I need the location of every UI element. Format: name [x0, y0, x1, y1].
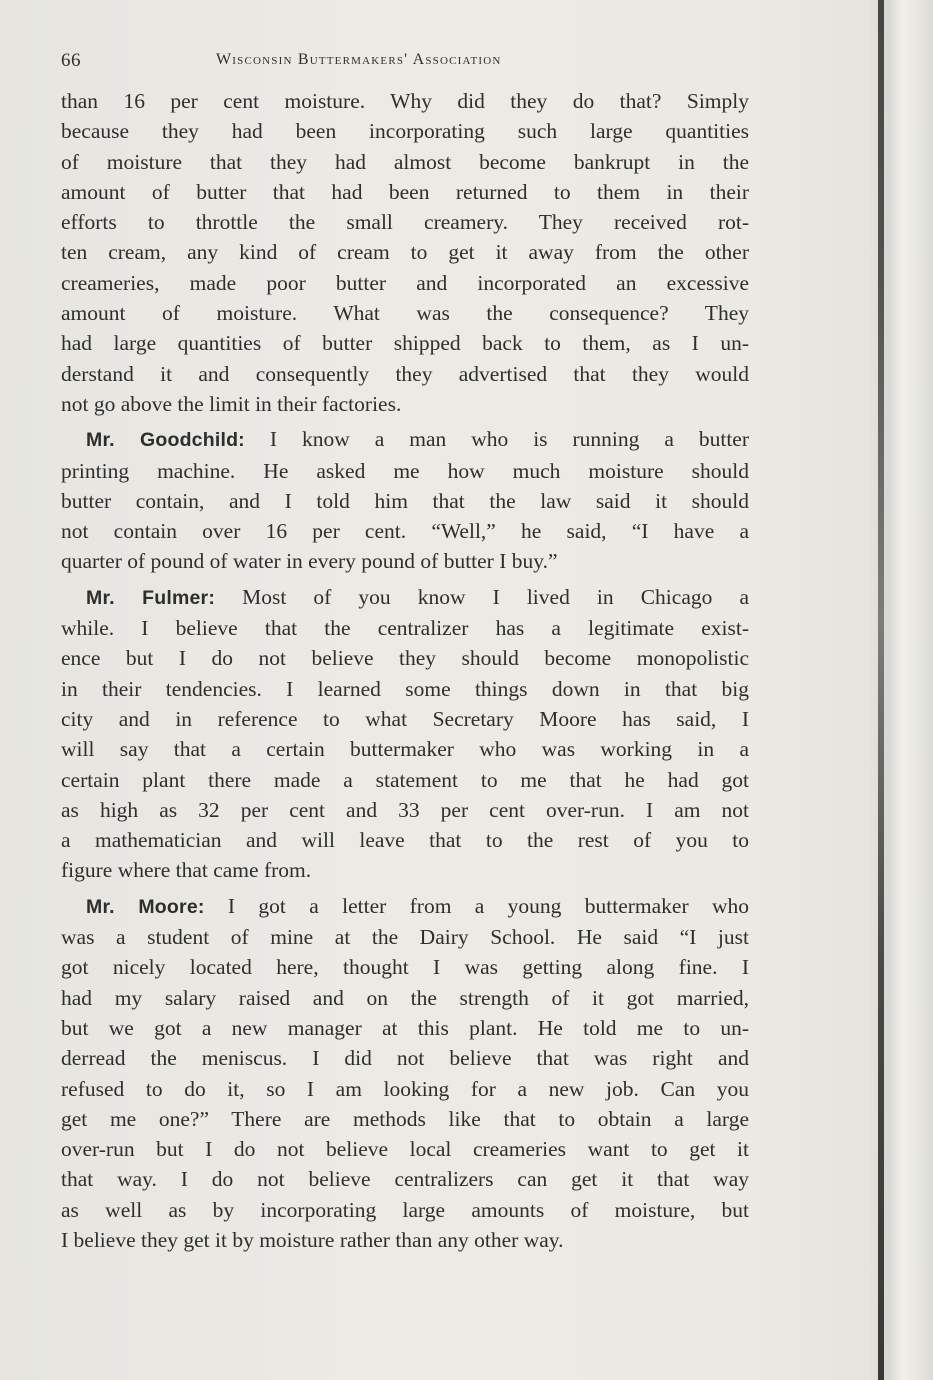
- text-line: amount of butter that had been returned to them in their: [61, 179, 749, 204]
- text-line: ence but I do not believe they should become monopolistic: [61, 646, 749, 671]
- text-line: because they had been incorporating such large quantities: [61, 119, 749, 144]
- body-text: [61, 86, 749, 1260]
- text-line: refused to do it, so I am looking for a new job. Can you: [61, 1076, 749, 1101]
- text-line: [61, 891, 749, 922]
- text-line: as high as 32 per cent and 33 per cent over-run. I am not: [61, 797, 749, 822]
- running-header: [61, 50, 751, 76]
- text-line: derstand it and consequently they advertised that they would: [61, 361, 749, 386]
- text-line: got nicely located here, thought I was getting along fine. I: [61, 955, 749, 980]
- running-head-title: Wisconsin Buttermakers' Association: [216, 51, 502, 68]
- text-line: not contain over 16 per cent. “Well,” he said, “I have a: [61, 519, 749, 544]
- text-line: printing machine. He asked me how much moisture should: [61, 458, 749, 483]
- line-text: I got a letter from a young buttermaker who: [204, 893, 749, 918]
- paragraph: [61, 582, 749, 886]
- text-line: but we got a new manager at this plant. He told me to un-: [61, 1015, 749, 1040]
- text-line: was a student of mine at the Dairy School. He said “I just: [61, 925, 749, 950]
- line-text: Most of you know I lived in Chicago a: [215, 584, 749, 609]
- text-line: that way. I do not believe centralizers can get it that way: [61, 1167, 749, 1192]
- text-line: of moisture that they had almost become bankrupt in the: [61, 149, 749, 174]
- speaker-name: Mr. Moore:: [86, 895, 205, 918]
- text-line: while. I believe that the centralizer has a legitimate exist-: [61, 616, 749, 641]
- text-line: quarter of pound of water in every pound of butter I buy.”: [61, 549, 558, 574]
- paragraph: [61, 86, 749, 419]
- text-line: ten cream, any kind of cream to get it away from the other: [61, 240, 749, 265]
- speaker-name: Mr. Goodchild:: [86, 429, 245, 452]
- page-number: 66: [61, 50, 81, 71]
- binding-shadow: [878, 0, 884, 1380]
- text-line: amount of moisture. What was the consequence? They: [61, 301, 749, 326]
- text-line: than 16 per cent moisture. Why did they do that? Simply: [61, 89, 749, 113]
- text-line: derread the meniscus. I did not believe that was right and: [61, 1046, 749, 1071]
- line-text: I know a man who is running a butter: [244, 427, 750, 452]
- text-line: had large quantities of butter shipped back to them, as I un-: [61, 331, 749, 356]
- text-line: a mathematician and will leave that to the rest of you to: [61, 828, 749, 853]
- text-line: as well as by incorporating large amounts of moisture, but: [61, 1197, 749, 1222]
- paragraph: [61, 424, 749, 576]
- text-line: figure where that came from.: [61, 858, 312, 883]
- text-line: had my salary raised and on the strength of it got married,: [61, 985, 749, 1010]
- text-line: certain plant there made a statement to me that he had got: [61, 767, 749, 792]
- text-line: over-run but I do not believe local creameries want to get it: [61, 1137, 749, 1162]
- text-line: butter contain, and I told him that the law said it should: [61, 488, 749, 513]
- text-line: creameries, made poor butter and incorporated an excessive: [61, 270, 749, 295]
- text-line: efforts to throttle the small creamery. They received rot-: [61, 210, 749, 235]
- text-line: I believe they get it by moisture rather than any other way.: [61, 1227, 564, 1252]
- speaker-name: Mr. Fulmer:: [86, 586, 216, 609]
- text-line: city and in reference to what Secretary Moore has said, I: [61, 706, 749, 731]
- text-line: will say that a certain buttermaker who was working in a: [61, 737, 749, 762]
- text-line: [61, 582, 749, 613]
- paragraph: [61, 891, 749, 1256]
- text-line: get me one?” There are methods like that to obtain a large: [61, 1106, 749, 1131]
- text-line: in their tendencies. I learned some things down in that big: [61, 676, 749, 701]
- text-line: [61, 424, 749, 455]
- text-line: not go above the limit in their factories.: [61, 391, 402, 416]
